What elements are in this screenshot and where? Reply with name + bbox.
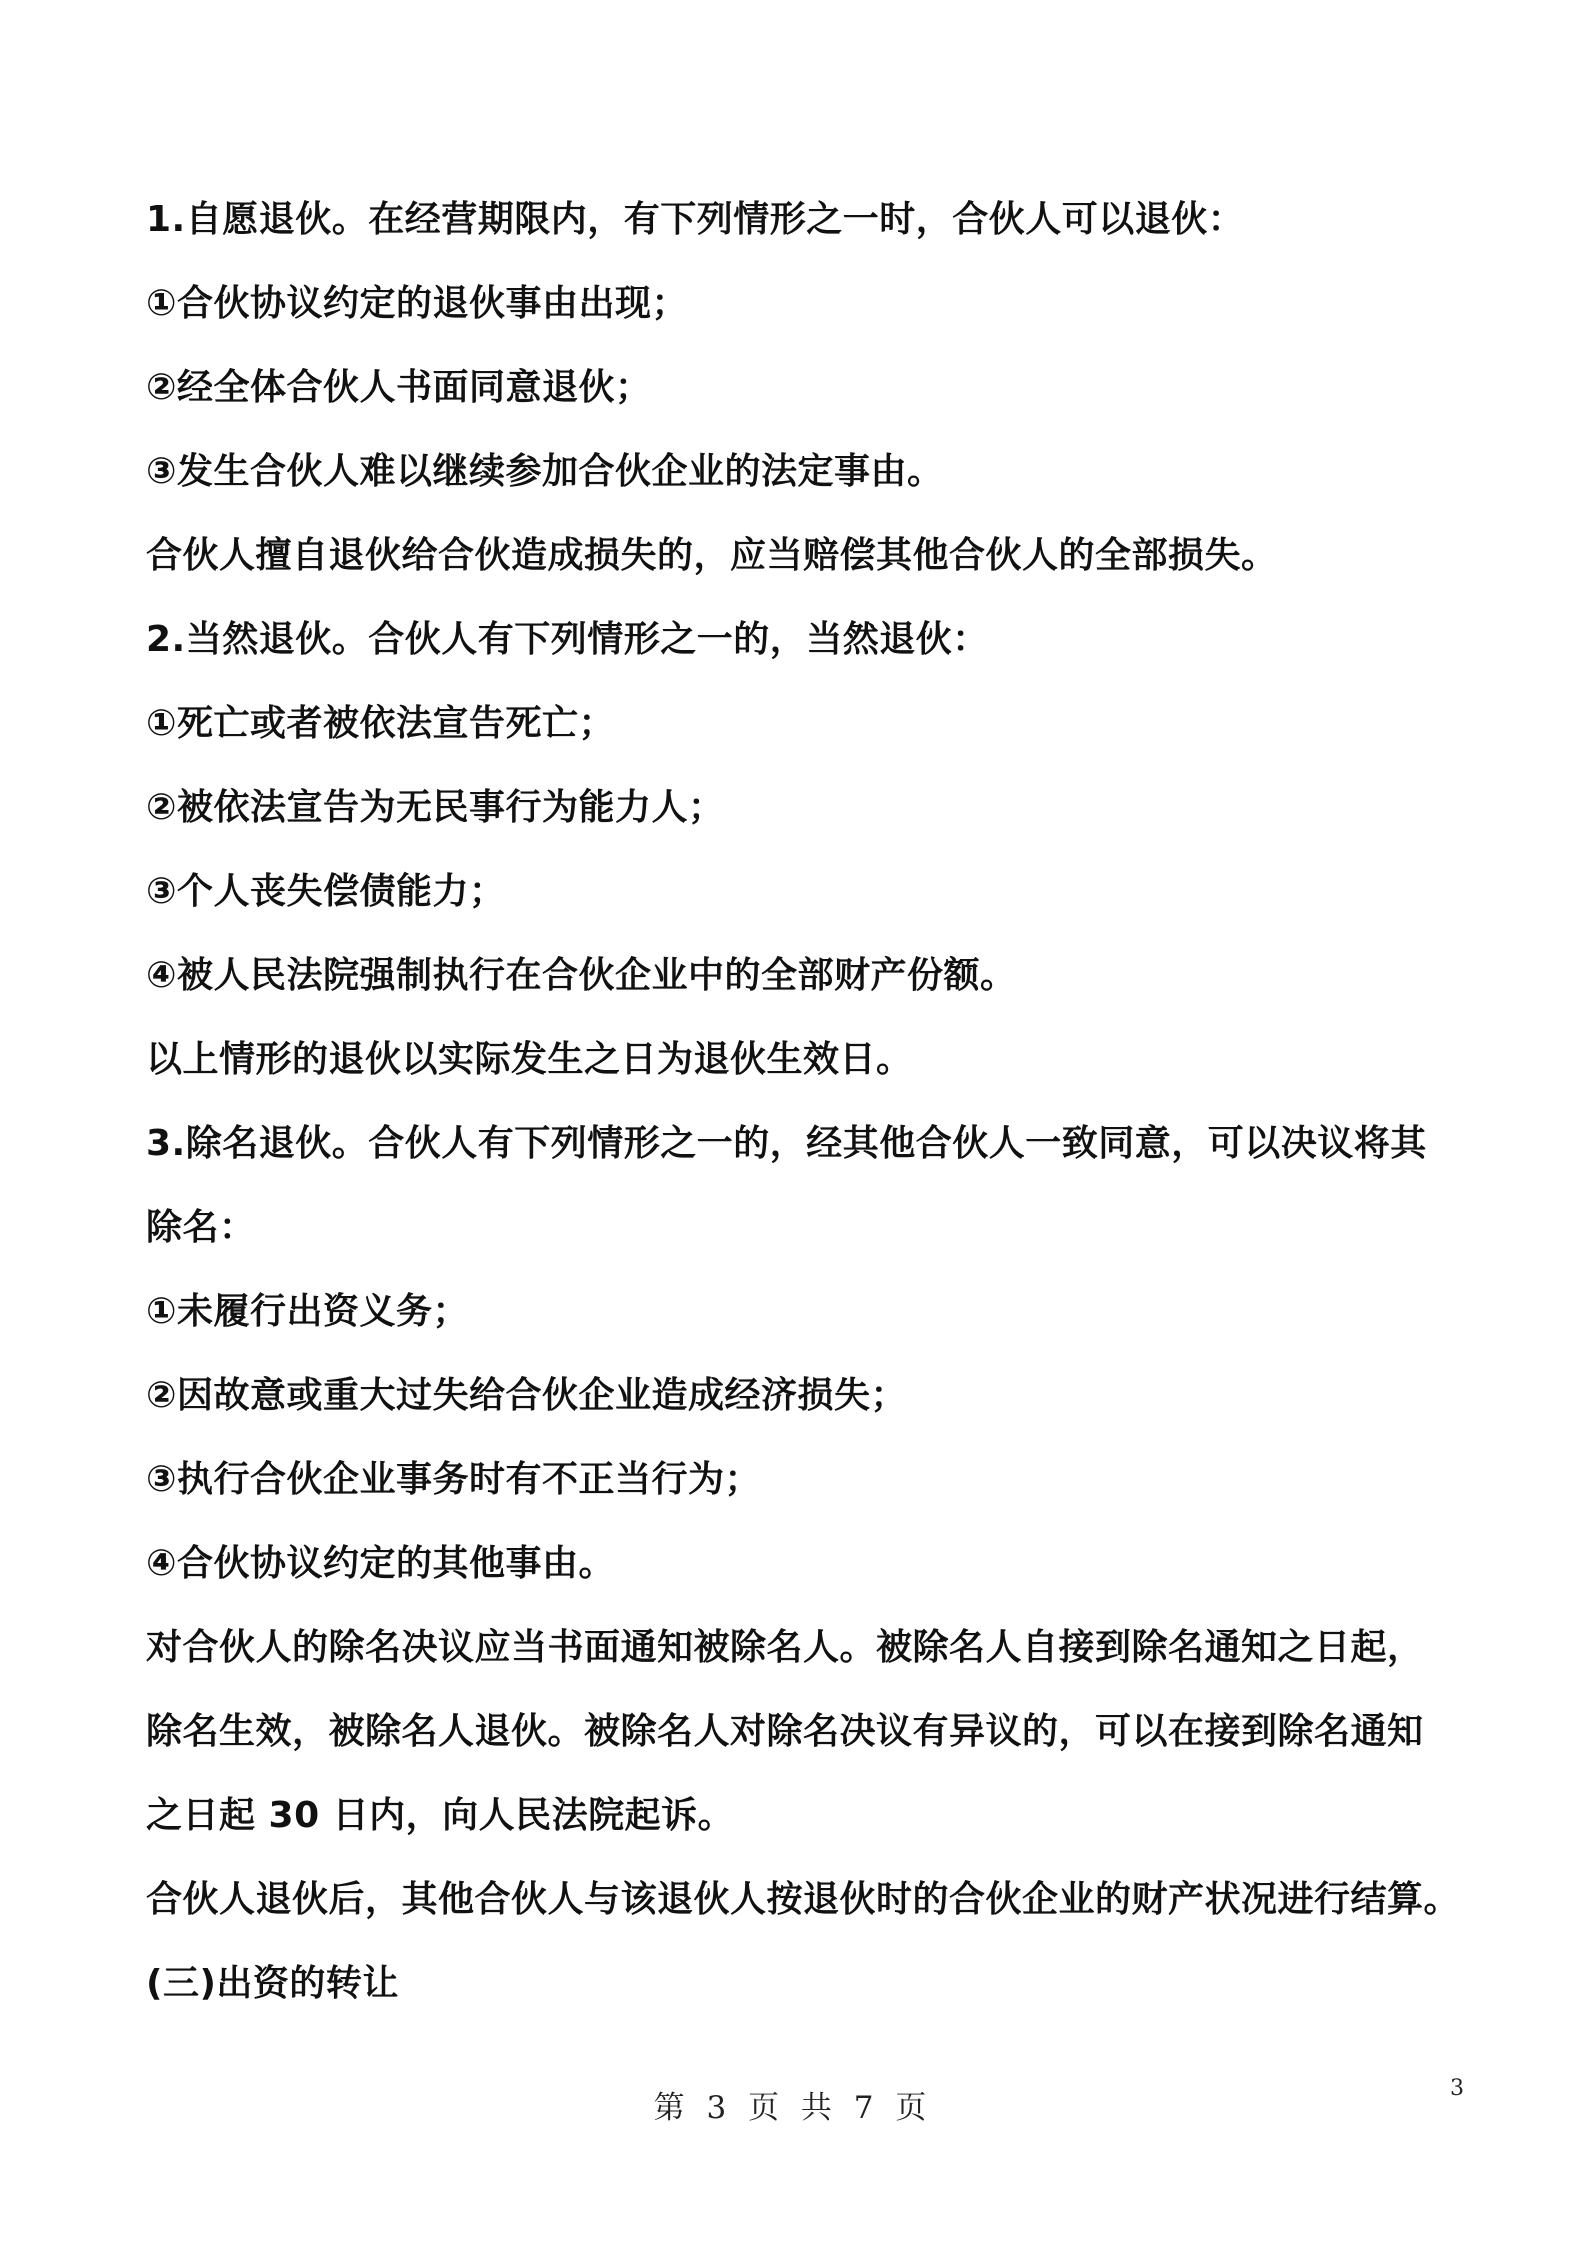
- text-line: 除名：: [146, 1207, 256, 1248]
- text-line: 除名生效，被除名人退伙。被除名人对除名决议有异议的，可以在接到除名通知: [146, 1711, 1424, 1752]
- text-line: 以上情形的退伙以实际发生之日为退伙生效日。: [146, 1039, 913, 1080]
- text-line: 对合伙人的除名决议应当书面通知被除名人。被除名人自接到除名通知之日起，: [146, 1627, 1424, 1668]
- text-line: ③个人丧失偿债能力；: [146, 871, 506, 912]
- text-line: 之日起 30 日内，向人民法院起诉。: [146, 1795, 735, 1836]
- text-line: ①合伙协议约定的退伙事由出现；: [146, 283, 688, 324]
- text-line: ①未履行出资义务；: [146, 1291, 469, 1332]
- text-line: ③发生合伙人难以继续参加合伙企业的法定事由。: [146, 451, 944, 492]
- page-number: 3: [1450, 2076, 1464, 2101]
- text-line: 1.自愿退伙。在经营期限内，有下列情形之一时，合伙人可以退伙：: [146, 199, 1245, 240]
- text-line: ②被依法宣告为无民事行为能力人；: [146, 787, 725, 828]
- text-line: ③执行合伙企业事务时有不正当行为；: [146, 1459, 761, 1500]
- text-line: 2.当然退伙。合伙人有下列情形之一的，当然退伙：: [146, 619, 989, 660]
- text-line: ②因故意或重大过失给合伙企业造成经济损失；: [146, 1375, 907, 1416]
- text-line: ②经全体合伙人书面同意退伙；: [146, 367, 652, 408]
- text-line: 合伙人擅自退伙给合伙造成损失的，应当赔偿其他合伙人的全部损失。: [146, 535, 1278, 576]
- text-line: ④合伙协议约定的其他事由。: [146, 1543, 615, 1584]
- text-line: 3.除名退伙。合伙人有下列情形之一的，经其他合伙人一致同意，可以决议将其: [146, 1123, 1427, 1164]
- section-heading: (三)出资的转让: [146, 1963, 399, 2004]
- text-line: 合伙人退伙后，其他合伙人与该退伙人按退伙时的合伙企业的财产状况进行结算。: [146, 1879, 1461, 1920]
- text-line: ④被人民法院强制执行在合伙企业中的全部财产份额。: [146, 955, 1017, 996]
- text-line: ①死亡或者被依法宣告死亡；: [146, 703, 615, 744]
- page-footer: 第 3 页 共 7 页: [653, 2090, 933, 2126]
